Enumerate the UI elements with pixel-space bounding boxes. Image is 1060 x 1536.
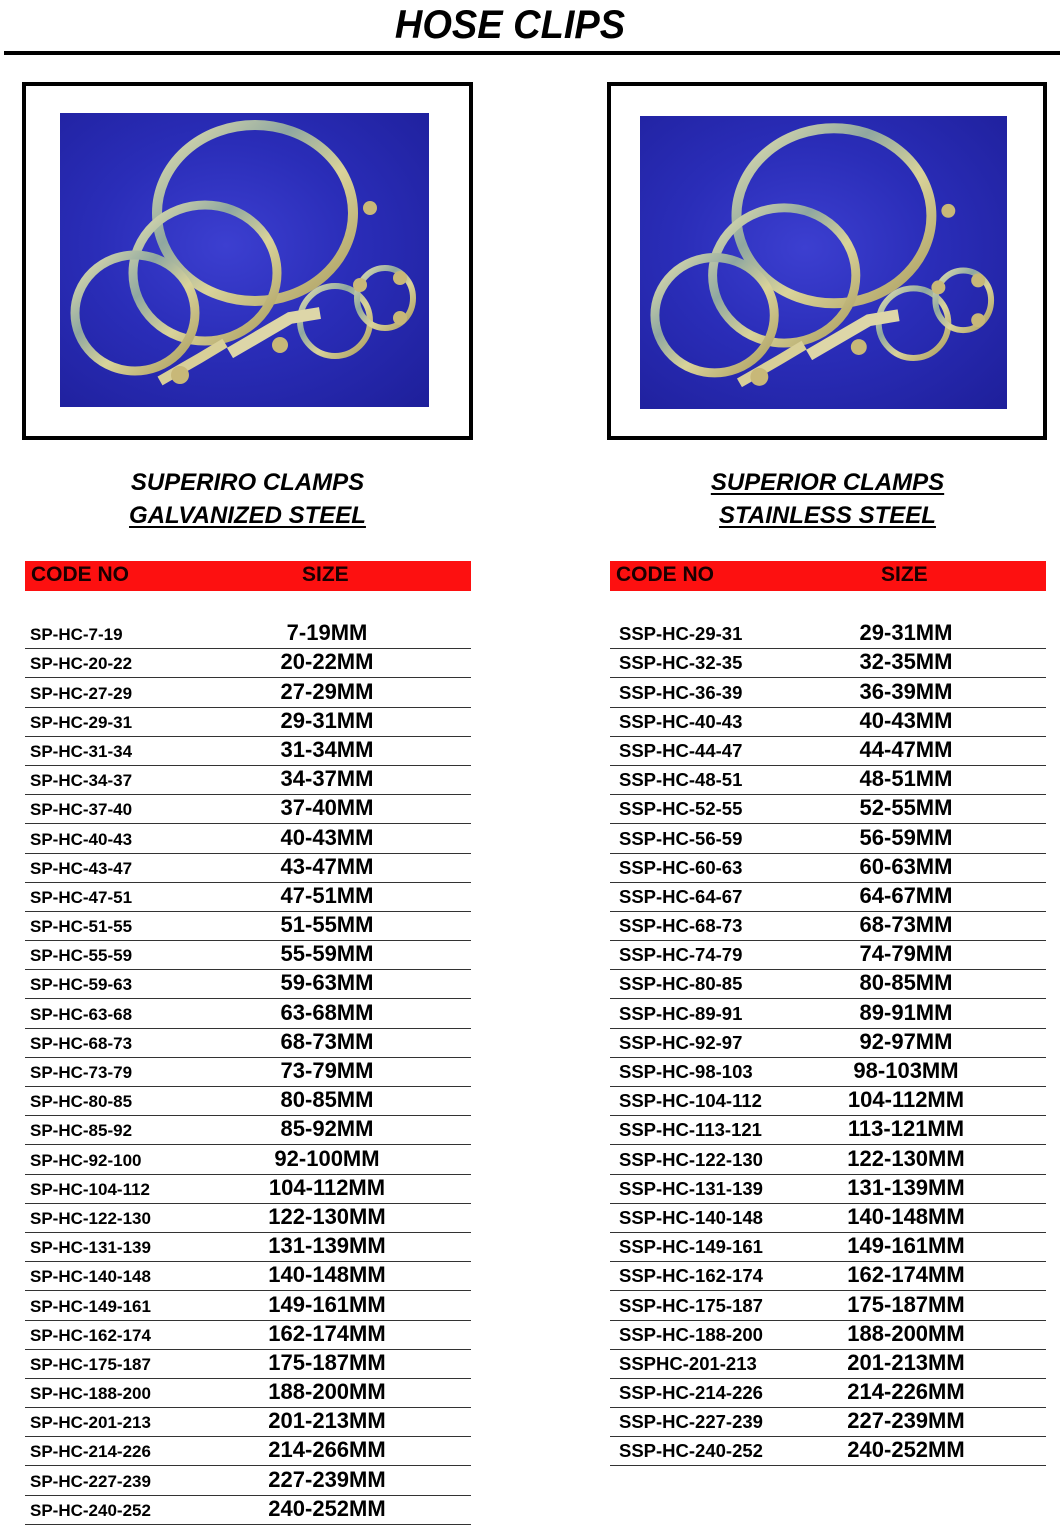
table-row xyxy=(610,1233,1046,1262)
code-cell: SP-HC-131-139 xyxy=(30,1238,151,1258)
table-row xyxy=(610,1029,1046,1058)
code-cell: SP-HC-20-22 xyxy=(30,654,133,674)
table-row xyxy=(610,1321,1046,1350)
code-cell: SP-HC-34-37 xyxy=(30,771,133,791)
table-row xyxy=(25,1175,471,1204)
title-divider xyxy=(4,51,1060,55)
size-cell: 74-79MM xyxy=(859,941,953,967)
size-cell: 68-73MM xyxy=(859,912,953,938)
code-cell: SP-HC-240-252 xyxy=(30,1500,151,1520)
table-row xyxy=(610,1437,1046,1466)
code-cell: SSP-HC-92-97 xyxy=(619,1031,743,1053)
code-cell: SP-HC-140-148 xyxy=(30,1267,151,1287)
size-cell: 64-67MM xyxy=(859,882,953,908)
size-cell: 104-112MM xyxy=(268,1174,386,1200)
table-row xyxy=(610,1087,1046,1116)
code-cell: SSP-HC-80-85 xyxy=(619,973,743,995)
code-cell: SP-HC-122-130 xyxy=(30,1208,151,1228)
code-cell: SSP-HC-29-31 xyxy=(619,623,743,645)
table-row xyxy=(25,1087,471,1116)
size-cell: 40-43MM xyxy=(859,707,953,733)
size-cell: 55-59MM xyxy=(280,941,374,967)
size-cell: 92-100MM xyxy=(274,1145,380,1171)
table-row xyxy=(610,854,1046,883)
code-cell: SSP-HC-36-39 xyxy=(619,681,743,703)
code-cell: SP-HC-59-63 xyxy=(30,975,133,995)
code-cell: SSP-HC-214-226 xyxy=(619,1382,763,1404)
code-cell: SSP-HC-140-148 xyxy=(619,1206,763,1228)
size-cell: 44-47MM xyxy=(859,736,953,762)
size-cell: 104-112MM xyxy=(847,1087,965,1113)
table-row xyxy=(25,1233,471,1262)
code-cell: SSP-HC-122-130 xyxy=(619,1148,763,1170)
size-cell: 162-174MM xyxy=(847,1262,965,1288)
code-cell: SSP-HC-68-73 xyxy=(619,915,743,937)
size-cell: 85-92MM xyxy=(280,1116,374,1142)
code-cell: SP-HC-68-73 xyxy=(30,1033,133,1053)
code-cell: SP-HC-7-19 xyxy=(30,625,123,645)
code-cell: SP-HC-43-47 xyxy=(30,858,133,878)
table-row xyxy=(25,941,471,970)
table-row xyxy=(25,737,471,766)
size-cell: 80-85MM xyxy=(280,1087,374,1113)
table-row xyxy=(25,1321,471,1350)
size-table-galvanized xyxy=(25,620,471,1525)
table-row xyxy=(610,737,1046,766)
code-cell: SSP-HC-131-139 xyxy=(619,1177,763,1199)
size-cell: 113-121MM xyxy=(847,1116,965,1142)
code-cell: SP-HC-149-161 xyxy=(30,1296,151,1316)
size-cell: 29-31MM xyxy=(859,620,953,646)
table-row xyxy=(25,854,471,883)
size-cell: 227-239MM xyxy=(268,1466,386,1492)
table-row xyxy=(25,1291,471,1320)
size-cell: 73-79MM xyxy=(280,1058,374,1083)
table-header-galvanized xyxy=(25,561,471,591)
table-row xyxy=(610,824,1046,853)
table-row xyxy=(610,1204,1046,1233)
size-cell: 240-252MM xyxy=(847,1437,965,1463)
code-cell: SSP-HC-60-63 xyxy=(619,856,743,878)
code-cell: SP-HC-80-85 xyxy=(30,1092,133,1112)
table-row xyxy=(25,1379,471,1408)
code-cell: SP-HC-214-226 xyxy=(30,1442,151,1462)
code-cell: SSP-HC-52-55 xyxy=(619,798,743,820)
size-cell: 162-174MM xyxy=(268,1320,386,1346)
code-cell: SSP-HC-149-161 xyxy=(619,1236,763,1258)
code-cell: SP-HC-92-100 xyxy=(30,1150,142,1170)
table-row xyxy=(610,1145,1046,1174)
code-cell: SSP-HC-98-103 xyxy=(619,1061,753,1082)
table-row xyxy=(25,999,471,1028)
table-row xyxy=(25,970,471,999)
code-cell: SP-HC-162-174 xyxy=(30,1325,151,1345)
code-cell: SP-HC-37-40 xyxy=(30,800,133,820)
code-cell: SSP-HC-74-79 xyxy=(619,944,743,966)
table-row xyxy=(25,649,471,678)
size-cell: 29-31MM xyxy=(280,707,374,733)
table-row xyxy=(610,1175,1046,1204)
column-header-code: CODE NO xyxy=(31,563,130,586)
size-cell: 201-213MM xyxy=(847,1349,965,1375)
table-row xyxy=(25,1466,471,1495)
table-row xyxy=(610,970,1046,999)
size-cell: 175-187MM xyxy=(268,1349,386,1375)
size-cell: 188-200MM xyxy=(268,1379,386,1405)
code-cell: SSP-HC-64-67 xyxy=(619,885,743,907)
size-cell: 92-97MM xyxy=(859,1028,953,1054)
size-cell: 37-40MM xyxy=(280,795,374,821)
table-row xyxy=(25,1262,471,1291)
size-cell: 175-187MM xyxy=(847,1291,965,1317)
code-cell: SP-HC-47-51 xyxy=(30,887,133,907)
section-heading-galvanized xyxy=(60,466,435,532)
code-cell: SP-HC-51-55 xyxy=(30,917,133,937)
code-cell: SP-HC-40-43 xyxy=(30,829,133,849)
table-row xyxy=(25,766,471,795)
table-row xyxy=(610,1058,1046,1087)
size-table-stainless xyxy=(610,620,1046,1466)
code-cell: SSP-HC-48-51 xyxy=(619,769,743,791)
table-row xyxy=(610,883,1046,912)
size-cell: 122-130MM xyxy=(847,1145,965,1171)
table-row xyxy=(25,1408,471,1437)
table-row xyxy=(25,1350,471,1379)
section-heading-stainless xyxy=(640,466,1015,532)
size-cell: 149-161MM xyxy=(847,1233,965,1259)
table-row xyxy=(610,1262,1046,1291)
size-cell: 27-29MM xyxy=(280,678,374,704)
table-row xyxy=(610,1116,1046,1145)
size-cell: 98-103MM xyxy=(853,1058,959,1083)
table-row xyxy=(610,1408,1046,1437)
size-cell: 63-68MM xyxy=(280,999,374,1025)
size-cell: 7-19MM xyxy=(286,620,368,646)
code-cell: SP-HC-29-31 xyxy=(30,712,133,732)
code-cell: SSP-HC-56-59 xyxy=(619,827,743,849)
size-cell: 60-63MM xyxy=(859,853,953,879)
size-cell: 149-161MM xyxy=(268,1291,386,1317)
table-row xyxy=(25,1437,471,1466)
size-cell: 51-55MM xyxy=(280,912,374,938)
code-cell: SSP-HC-32-35 xyxy=(619,652,743,674)
table-row xyxy=(25,1116,471,1145)
table-row xyxy=(610,912,1046,941)
table-row xyxy=(610,795,1046,824)
table-row xyxy=(610,708,1046,737)
size-cell: 122-130MM xyxy=(268,1203,386,1229)
size-cell: 131-139MM xyxy=(268,1233,386,1259)
column-header-size: SIZE xyxy=(302,563,349,586)
code-cell: SSP-HC-188-200 xyxy=(619,1323,763,1345)
table-row xyxy=(25,883,471,912)
code-cell: SSP-HC-227-239 xyxy=(619,1411,763,1433)
hose-clamp-photo-stainless xyxy=(640,116,1007,409)
size-cell: 48-51MM xyxy=(859,766,953,792)
code-cell: SP-HC-227-239 xyxy=(30,1471,151,1491)
hose-clamps-image xyxy=(60,113,429,407)
table-row xyxy=(25,1496,471,1525)
size-cell: 36-39MM xyxy=(859,678,953,704)
size-cell: 52-55MM xyxy=(859,795,953,821)
size-cell: 140-148MM xyxy=(268,1262,386,1288)
section-heading-line1: SUPERIOR CLAMPS xyxy=(710,469,945,496)
code-cell: SSP-HC-175-187 xyxy=(619,1294,763,1316)
table-row xyxy=(25,1058,471,1087)
section-heading-line2: STAINLESS STEEL xyxy=(719,502,936,529)
table-header-stainless xyxy=(610,561,1046,591)
table-row xyxy=(25,1204,471,1233)
size-cell: 20-22MM xyxy=(280,649,374,675)
size-cell: 201-213MM xyxy=(268,1408,386,1434)
code-cell: SP-HC-27-29 xyxy=(30,683,133,703)
table-row xyxy=(610,1379,1046,1408)
size-cell: 188-200MM xyxy=(847,1320,965,1346)
size-cell: 68-73MM xyxy=(280,1028,374,1054)
code-cell: SSP-HC-240-252 xyxy=(619,1440,763,1462)
hose-clamp-photo-galvanized xyxy=(60,113,429,407)
table-row xyxy=(25,1029,471,1058)
table-row xyxy=(610,1291,1046,1320)
code-cell: SSP-HC-44-47 xyxy=(619,739,743,761)
table-row xyxy=(610,678,1046,707)
size-cell: 214-266MM xyxy=(268,1437,386,1463)
code-cell: SSP-HC-40-43 xyxy=(619,710,743,732)
size-cell: 31-34MM xyxy=(280,736,374,762)
size-cell: 89-91MM xyxy=(859,999,953,1025)
size-cell: 43-47MM xyxy=(280,853,374,879)
table-row xyxy=(25,620,471,649)
code-cell: SP-HC-55-59 xyxy=(30,946,133,966)
size-cell: 59-63MM xyxy=(280,970,374,996)
code-cell: SP-HC-85-92 xyxy=(30,1121,133,1141)
product-photo-frame-stainless xyxy=(607,82,1047,440)
table-row xyxy=(610,620,1046,649)
size-cell: 140-148MM xyxy=(847,1203,965,1229)
table-row xyxy=(610,766,1046,795)
size-cell: 34-37MM xyxy=(280,766,374,792)
table-row xyxy=(25,824,471,853)
product-photo-frame-galvanized xyxy=(22,82,473,440)
size-cell: 227-239MM xyxy=(847,1408,965,1434)
size-cell: 56-59MM xyxy=(859,824,953,850)
code-cell: SP-HC-175-187 xyxy=(30,1354,151,1374)
table-row xyxy=(610,941,1046,970)
size-cell: 32-35MM xyxy=(859,649,953,675)
code-cell: SSP-HC-113-121 xyxy=(619,1119,762,1141)
code-cell: SSP-HC-89-91 xyxy=(619,1002,743,1024)
code-cell: SSP-HC-104-112 xyxy=(619,1090,762,1112)
code-cell: SP-HC-201-213 xyxy=(30,1413,151,1433)
size-cell: 131-139MM xyxy=(847,1174,965,1200)
table-row xyxy=(25,708,471,737)
hose-clamps-image xyxy=(640,116,1007,409)
section-heading-line1: SUPERIRO CLAMPS xyxy=(130,469,365,496)
size-cell: 214-226MM xyxy=(847,1379,965,1405)
table-row xyxy=(610,1350,1046,1379)
column-header-code: CODE NO xyxy=(616,563,715,586)
table-row xyxy=(25,912,471,941)
table-row xyxy=(25,795,471,824)
code-cell: SSPHC-201-213 xyxy=(619,1352,757,1374)
column-header-size: SIZE xyxy=(881,563,928,586)
code-cell: SSP-HC-162-174 xyxy=(619,1265,763,1287)
code-cell: SP-HC-188-200 xyxy=(30,1384,151,1404)
code-cell: SP-HC-104-112 xyxy=(30,1179,151,1199)
page-title: HOSE CLIPS xyxy=(394,3,626,47)
table-row xyxy=(610,649,1046,678)
table-row xyxy=(610,999,1046,1028)
code-cell: SP-HC-73-79 xyxy=(30,1063,133,1082)
table-row xyxy=(25,1145,471,1174)
code-cell: SP-HC-31-34 xyxy=(30,741,133,761)
size-cell: 40-43MM xyxy=(280,824,374,850)
table-row xyxy=(25,678,471,707)
size-cell: 80-85MM xyxy=(859,970,953,996)
size-cell: 240-252MM xyxy=(268,1495,386,1521)
section-heading-line2: GALVANIZED STEEL xyxy=(129,502,366,529)
size-cell: 47-51MM xyxy=(280,882,374,908)
code-cell: SP-HC-63-68 xyxy=(30,1004,133,1024)
